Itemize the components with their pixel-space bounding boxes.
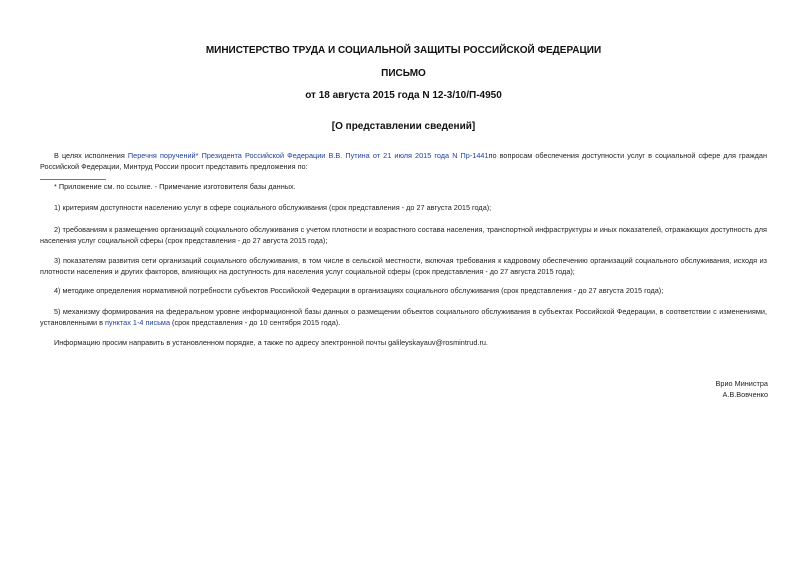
document-date-number: от 18 августа 2015 года N 12-3/10/П-4950	[305, 90, 502, 101]
item-3: 3) показателям развития сети организаций социального обслуживания, в том числе в сельской местности, включая требования к кадровому обеспечению организаций социального обслуживания, исходя из плотности населения и других факторов, влияющих на доступность для населения услуг социальной сферы (срок представления - до 27 августа 2015 года);	[40, 256, 767, 276]
item-5	[40, 307, 767, 328]
footnote: * Приложение см. по ссылке. - Примечание изготовителя базы данных.	[54, 182, 296, 191]
footnote-divider	[40, 179, 106, 180]
item-5-text-end: (срок представления - до 10 сентября 2015 года).	[170, 317, 341, 327]
intro-paragraph	[40, 151, 767, 172]
intro-text-start: В целях исполнения	[54, 151, 128, 160]
item-1: 1) критериям доступности населению услуг в сфере социального обслуживания (срок представления - до 27 августа 2015 года);	[54, 203, 492, 212]
item-2: 2) требованиям к размещению организаций социального обслуживания с учетом плотности и возрастного состава населения, транспортной инфраструктуры и иных показателей, отражающих доступность для населения услуг социальной сферы (срок представления - до 27 августа 2015 года);	[40, 225, 767, 245]
signature-position: Врио Министра	[715, 379, 768, 388]
signature-name: А.В.Вовченко	[722, 390, 768, 399]
document-type: ПИСЬМО	[381, 68, 426, 79]
item-5-text-start: 5) механизму формирования на федеральном уровне информационной базы данных о размещении объектов социального обслуживания в субъектах Российской Федерации, в соответствии с изменениями, установленными в	[40, 307, 767, 327]
item-4: 4) методике определения нормативной потребности субъектов Российской Федерации в организациях социального обслуживания (срок представления - до 27 августа 2015 года);	[54, 286, 664, 295]
intro-text-end: по вопросам обеспечения доступности услуг в социальной сфере для граждан Российской Федерации, Минтруд России просит представить предложения по:	[40, 151, 767, 171]
instructions-list-link[interactable]: Перечня поручений* Президента Российской Федерации В.В. Путина от 21 июля 2015 года N Пр-1441	[127, 151, 489, 160]
document-subject: [О представлении сведений]	[331, 121, 476, 132]
ministry-title: МИНИСТЕРСТВО ТРУДА И СОЦИАЛЬНОЙ ЗАЩИТЫ РОССИЙСКОЙ ФЕДЕРАЦИИ	[205, 45, 602, 56]
closing-paragraph: Информацию просим направить в установленном порядке, а также по адресу электронной почты galileyskayauv@rosmintrud.ru.	[54, 338, 488, 347]
points-1-4-link[interactable]: пунктах 1-4 письма	[104, 317, 171, 327]
